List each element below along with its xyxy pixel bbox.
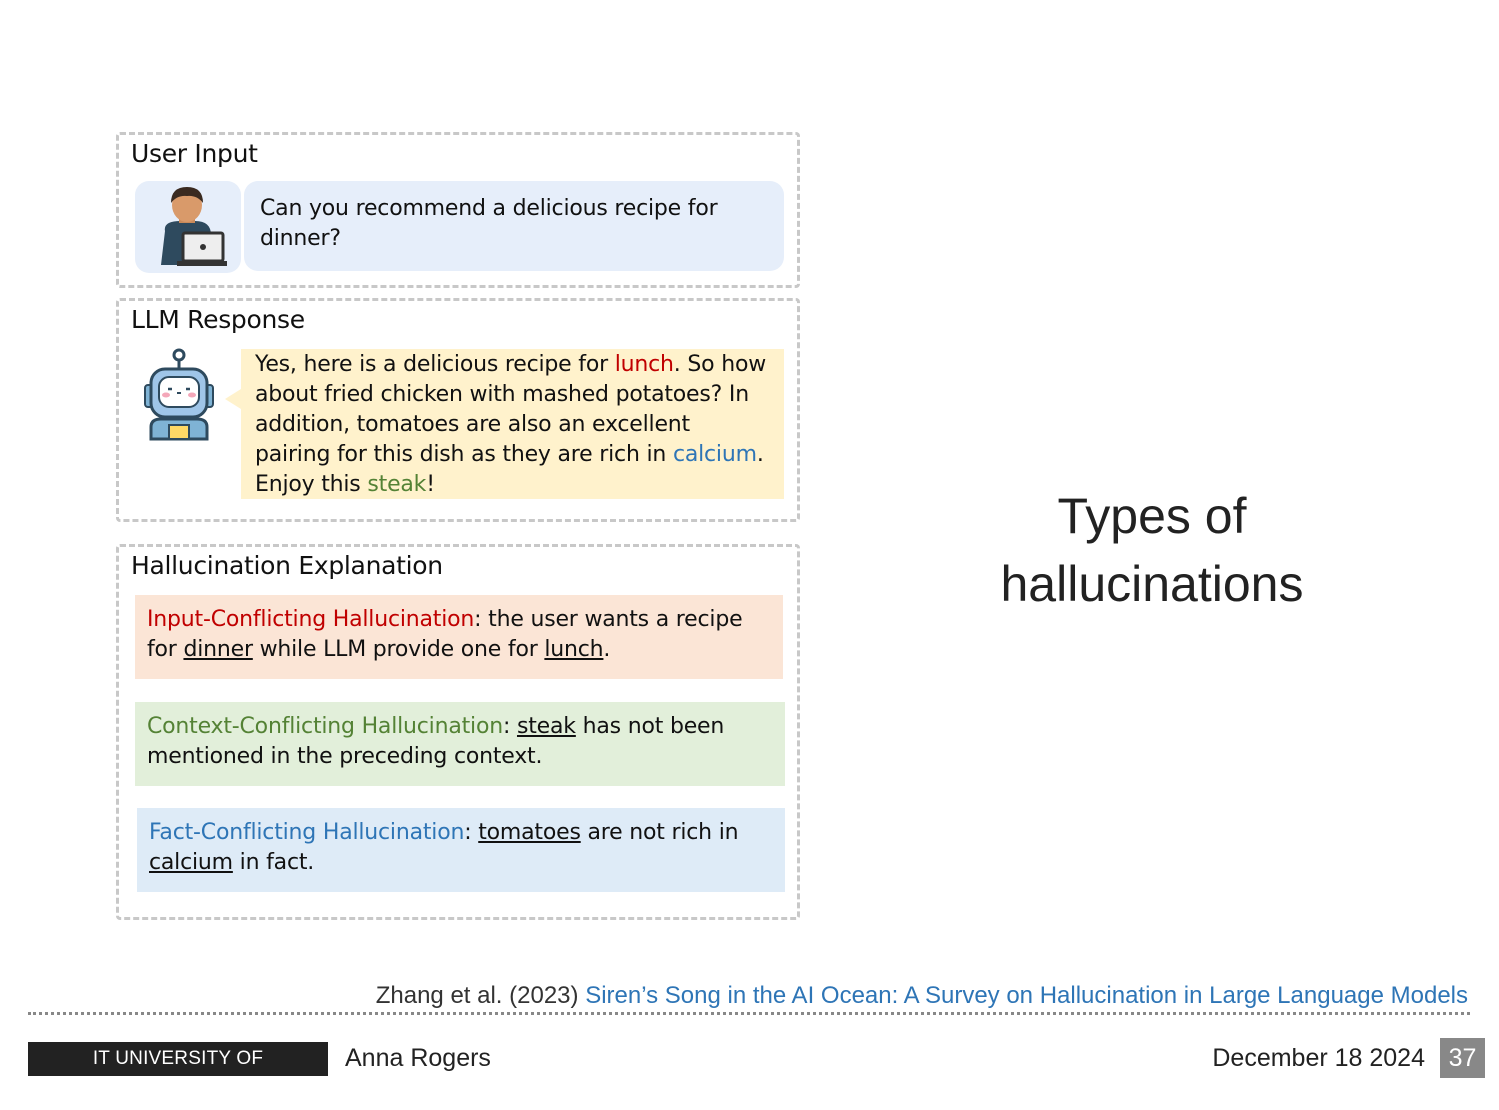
text-segment: has not been mentioned in the preceding context. xyxy=(147,714,725,769)
footer-date: December 18 2024 xyxy=(1212,1044,1425,1072)
text-segment: : xyxy=(502,714,517,739)
text-segment: : xyxy=(464,820,479,845)
llm-response-title: LLM Response xyxy=(131,305,305,334)
input-conflicting-box xyxy=(135,595,783,679)
user-input-panel xyxy=(116,132,800,288)
text-segment: are not rich in xyxy=(580,820,739,845)
hallucination-figure xyxy=(112,130,812,925)
robot-avatar xyxy=(137,345,221,441)
user-input-title: User Input xyxy=(131,139,258,168)
citation-link[interactable]: Siren’s Song in the AI Ocean: A Survey on Hallucination in Large Language Models xyxy=(585,982,1468,1009)
text-segment: Yes, here is a delicious recipe for xyxy=(255,352,615,377)
hallucination-type-label: Fact-Conflicting Hallucination xyxy=(149,820,465,845)
slide-title: Types of hallucinations xyxy=(1000,488,1304,612)
footer-author: Anna Rogers xyxy=(345,1044,491,1072)
text-segment: . So how about fried chicken with mashed potatoes? In addition, tomatoes are also an excellent pairing for this dish as they are rich in xyxy=(255,352,766,467)
text-segment: calcium xyxy=(672,442,757,467)
text-segment: ! xyxy=(426,472,435,497)
user-laptop-icon xyxy=(135,181,241,273)
user-avatar xyxy=(135,181,241,273)
text-segment: . Enjoy this xyxy=(255,442,764,497)
fact-conflicting-box xyxy=(137,808,785,892)
page-number: 37 xyxy=(1440,1038,1485,1078)
text-segment: steak xyxy=(367,472,427,497)
robot-icon xyxy=(137,345,221,441)
text-segment: while LLM provide one for xyxy=(252,637,545,662)
footer-divider xyxy=(28,1012,1470,1015)
citation-authors: Zhang et al. (2023) xyxy=(375,982,586,1009)
explanation-panel xyxy=(116,544,800,920)
bubble-tail xyxy=(225,389,241,409)
institution-logo: IT UNIVERSITY OF COPENHAGEN xyxy=(28,1042,328,1076)
text-segment: : the user wants a recipe for xyxy=(147,607,743,662)
llm-response-bubble xyxy=(241,349,784,499)
user-message-bubble xyxy=(244,181,784,271)
explanation-title: Hallucination Explanation xyxy=(131,551,443,580)
llm-response-panel xyxy=(116,298,800,522)
text-segment: . xyxy=(603,637,611,662)
citation xyxy=(376,982,1468,1010)
text-segment: in fact. xyxy=(232,850,315,875)
hallucination-type-label: Input-Conflicting Hallucination xyxy=(147,607,475,632)
text-segment: calcium xyxy=(149,850,233,875)
text-segment: lunch xyxy=(544,637,604,662)
text-segment: dinner xyxy=(183,637,253,662)
text-segment: lunch xyxy=(614,352,674,377)
llm-response-text xyxy=(255,352,766,497)
text-segment: tomatoes xyxy=(478,820,581,845)
context-conflicting-box xyxy=(135,702,785,786)
hallucination-type-label: Context-Conflicting Hallucination xyxy=(147,714,503,739)
text-segment: steak xyxy=(516,714,576,739)
user-message-text: Can you recommend a delicious recipe for dinner? xyxy=(260,196,718,251)
